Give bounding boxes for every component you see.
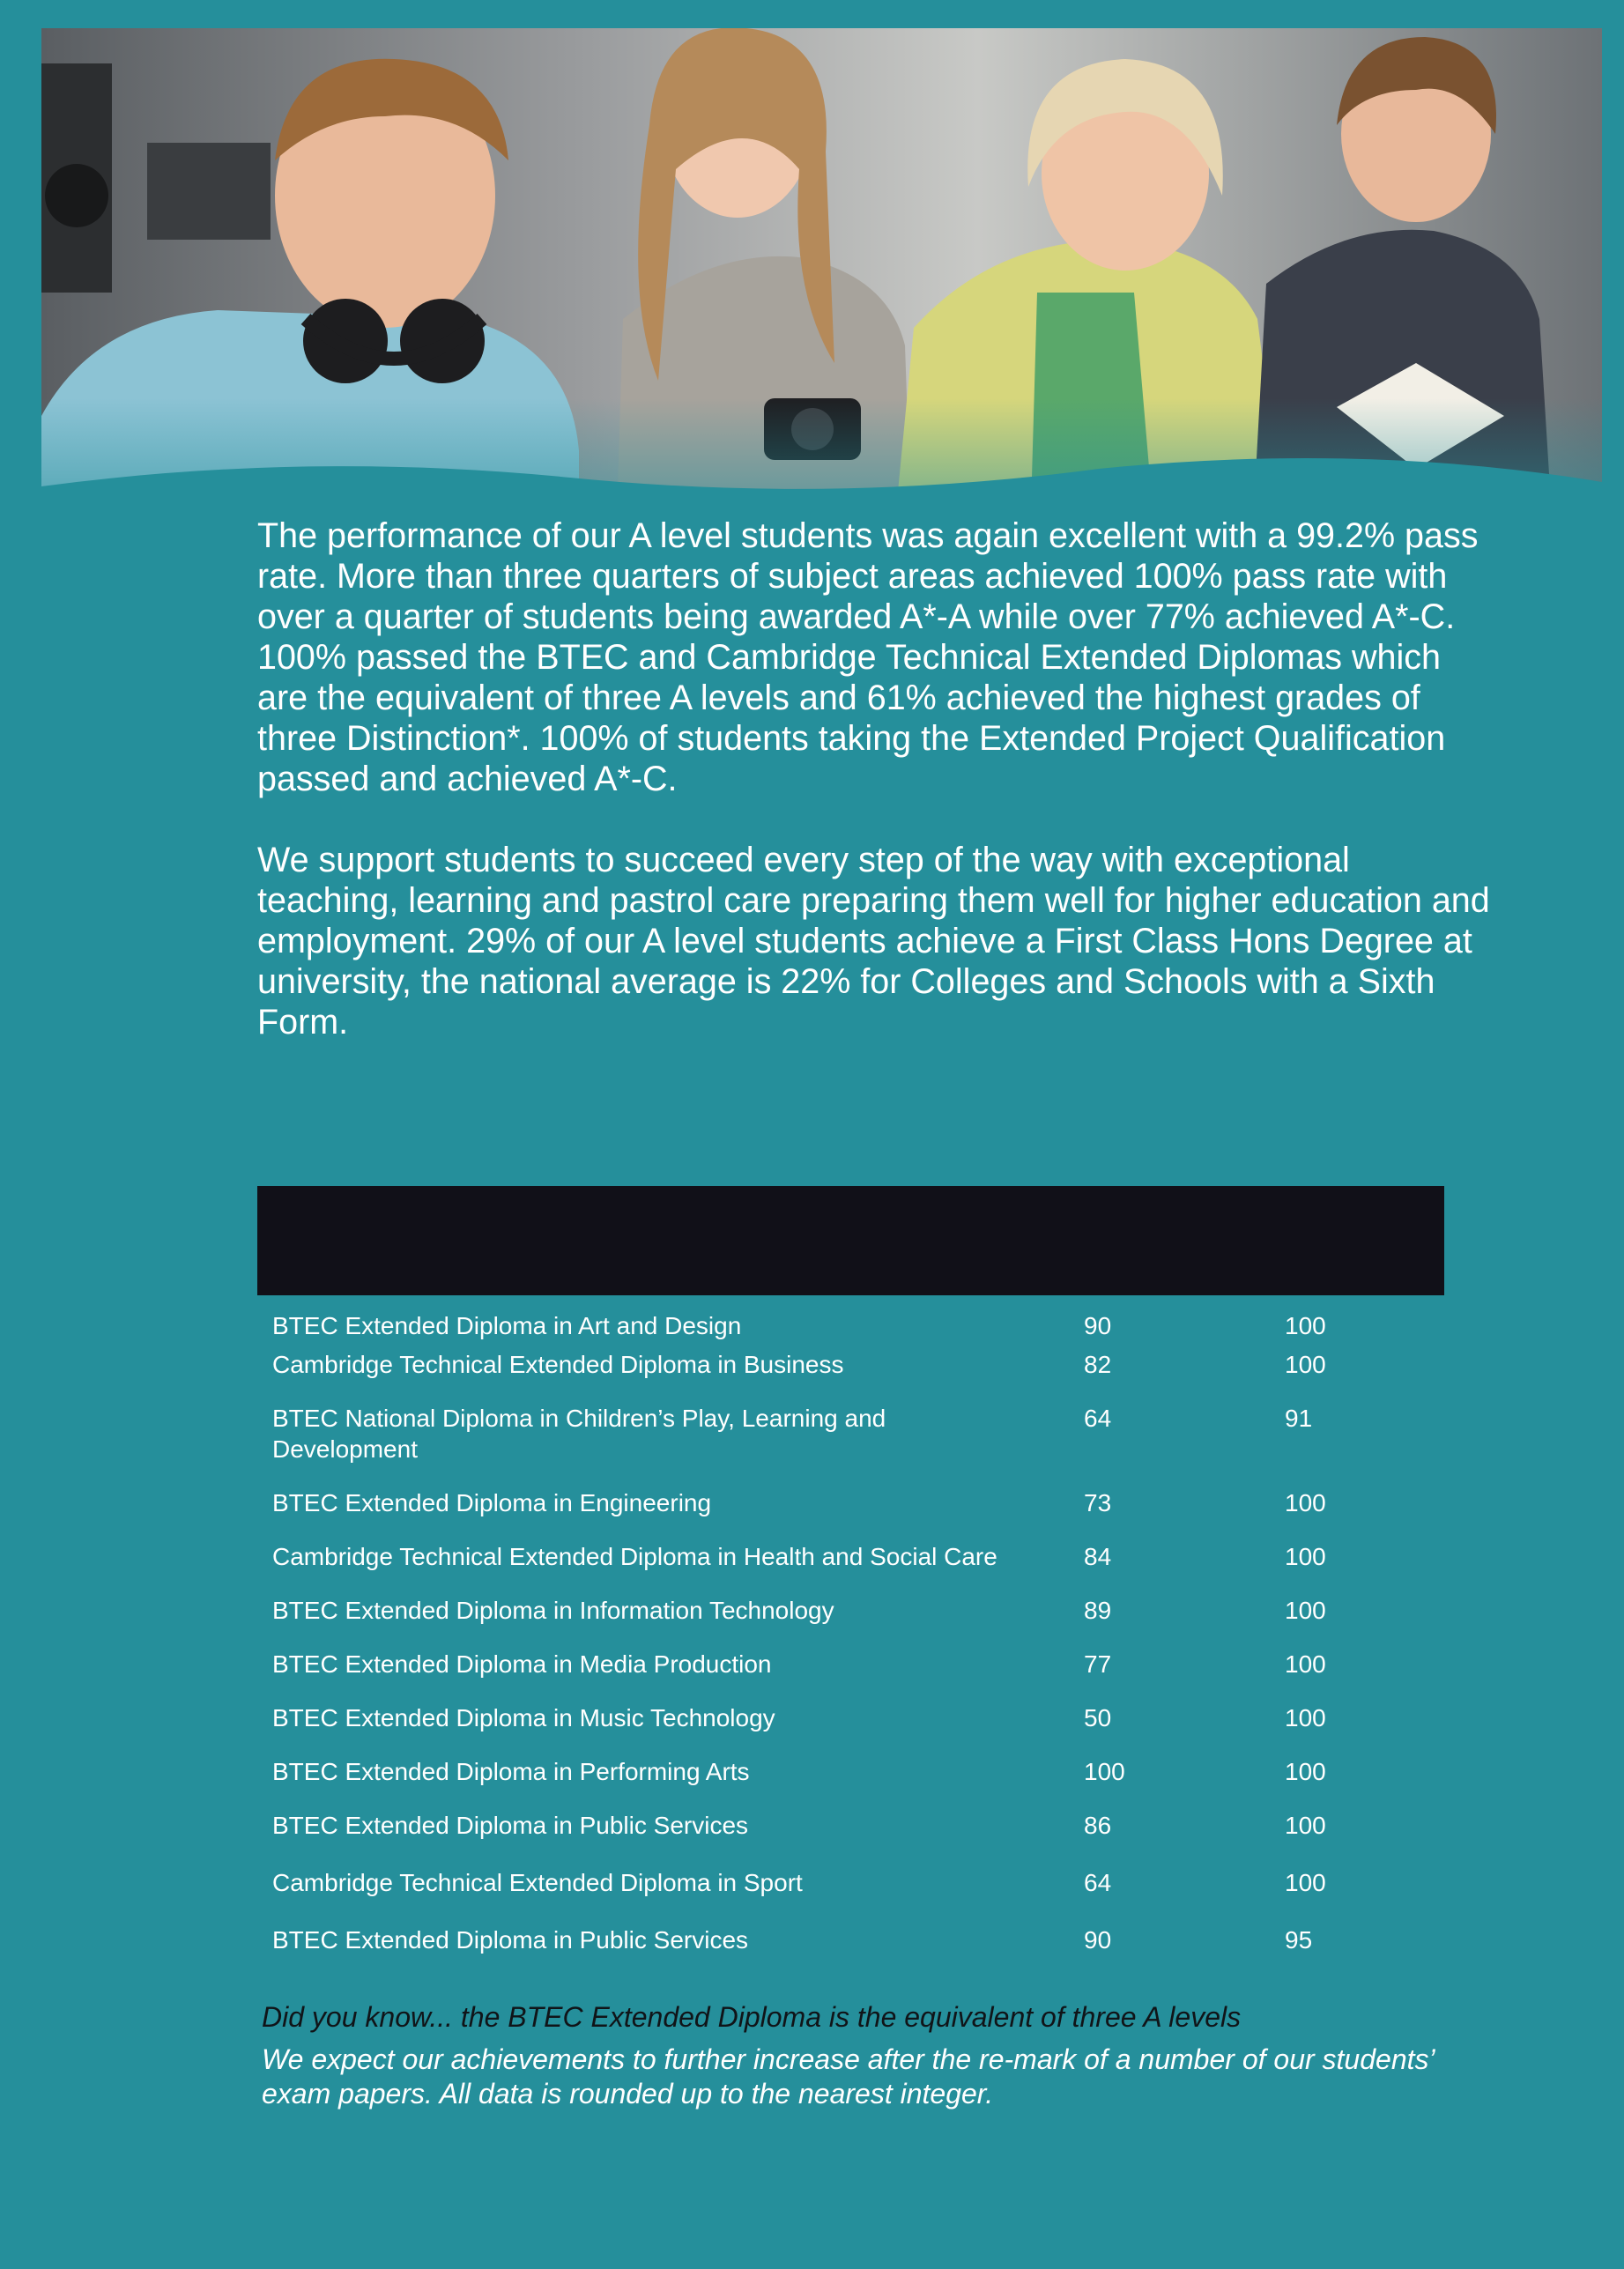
high-grade-percent: 73: [1084, 1489, 1112, 1516]
table-row: [257, 1403, 1444, 1487]
high-grade-percent: 50: [1084, 1704, 1112, 1731]
pass-rate-percent: 100: [1285, 1758, 1326, 1785]
intro-paragraph-support: We support students to succeed every step of the way with exceptional teaching, learning and pastrol care preparing them well for higher education and employment. 29% of our A level students achieve a First Class Hons Degree at university, the national average is 22% for Colleges and Schools with a Sixth Form.: [257, 841, 1490, 1042]
pass-rate-percent: 100: [1285, 1312, 1326, 1339]
course-name: Cambridge Technical Extended Diploma in Sport: [272, 1869, 803, 1896]
table-row: [257, 1649, 1444, 1702]
footnotes: [262, 2000, 1495, 2111]
table-row: [257, 1541, 1444, 1595]
results-table: [257, 1295, 1444, 1978]
table-row: [257, 1487, 1444, 1541]
high-grade-percent: 77: [1084, 1650, 1112, 1678]
pass-rate-percent: 100: [1285, 1704, 1326, 1731]
results-table-header: [257, 1186, 1444, 1295]
course-name: BTEC Extended Diploma in Music Technology: [272, 1704, 775, 1731]
table-row: [257, 1756, 1444, 1810]
high-grade-percent: 86: [1084, 1812, 1112, 1839]
course-name: BTEC Extended Diploma in Performing Arts: [272, 1758, 750, 1785]
course-name: BTEC Extended Diploma in Art and Design: [272, 1312, 742, 1339]
table-row: [257, 1595, 1444, 1649]
high-grade-percent: 82: [1084, 1351, 1112, 1378]
high-grade-percent: 64: [1084, 1405, 1112, 1432]
intro-text: [257, 515, 1491, 1042]
pass-rate-percent: 100: [1285, 1812, 1326, 1839]
table-row: [257, 1867, 1444, 1924]
high-grade-percent: 90: [1084, 1312, 1112, 1339]
high-grade-percent: 89: [1084, 1597, 1112, 1624]
table-row: [257, 1810, 1444, 1867]
pass-rate-percent: 100: [1285, 1597, 1326, 1624]
high-grade-percent: 100: [1084, 1758, 1125, 1785]
pass-rate-percent: 95: [1285, 1926, 1313, 1954]
course-name: BTEC Extended Diploma in Information Technology: [272, 1597, 834, 1624]
intro-paragraph-results: The performance of our A level students was again excellent with a 99.2% pass rate. More than three quarters of subject areas achieved 100% pass rate with over a quarter of students being awarded A*-A while over 77% achieved A*-C. 100% passed the BTEC and Cambridge Technical Extended Diplomas which are the equivalent of three A levels and 61% achieved the highest grades of three Distinction*. 100% of students taking the Extended Project Qualification passed and achieved A*-C.: [257, 516, 1479, 798]
course-name: BTEC Extended Diploma in Engineering: [272, 1489, 712, 1516]
table-row: [257, 1924, 1444, 1978]
pass-rate-percent: 100: [1285, 1650, 1326, 1678]
course-name: BTEC Extended Diploma in Public Services: [272, 1812, 749, 1839]
pass-rate-percent: 100: [1285, 1351, 1326, 1378]
did-you-know-note: Did you know... the BTEC Extended Diploma is the equivalent of three A levels: [262, 2001, 1242, 2033]
course-name: Cambridge Technical Extended Diploma in Business: [272, 1351, 844, 1378]
pass-rate-percent: 100: [1285, 1869, 1326, 1896]
pass-rate-percent: 91: [1285, 1405, 1313, 1432]
course-name: Cambridge Technical Extended Diploma in Health and Social Care: [272, 1543, 997, 1570]
expectation-note: We expect our achievements to further increase after the re-mark of a number of our students’ exam papers. All data is rounded up to the nearest integer.: [262, 2043, 1434, 2110]
course-name: BTEC Extended Diploma in Media Production: [272, 1650, 772, 1678]
high-grade-percent: 90: [1084, 1926, 1112, 1954]
table-row: [257, 1702, 1444, 1756]
high-grade-percent: 64: [1084, 1869, 1112, 1896]
high-grade-percent: 84: [1084, 1543, 1112, 1570]
pass-rate-percent: 100: [1285, 1543, 1326, 1570]
pass-rate-percent: 100: [1285, 1489, 1326, 1516]
course-name: BTEC Extended Diploma in Public Services: [272, 1926, 749, 1954]
course-name: BTEC National Diploma in Children’s Play, Learning and Development: [272, 1405, 886, 1463]
table-row: [257, 1349, 1444, 1403]
